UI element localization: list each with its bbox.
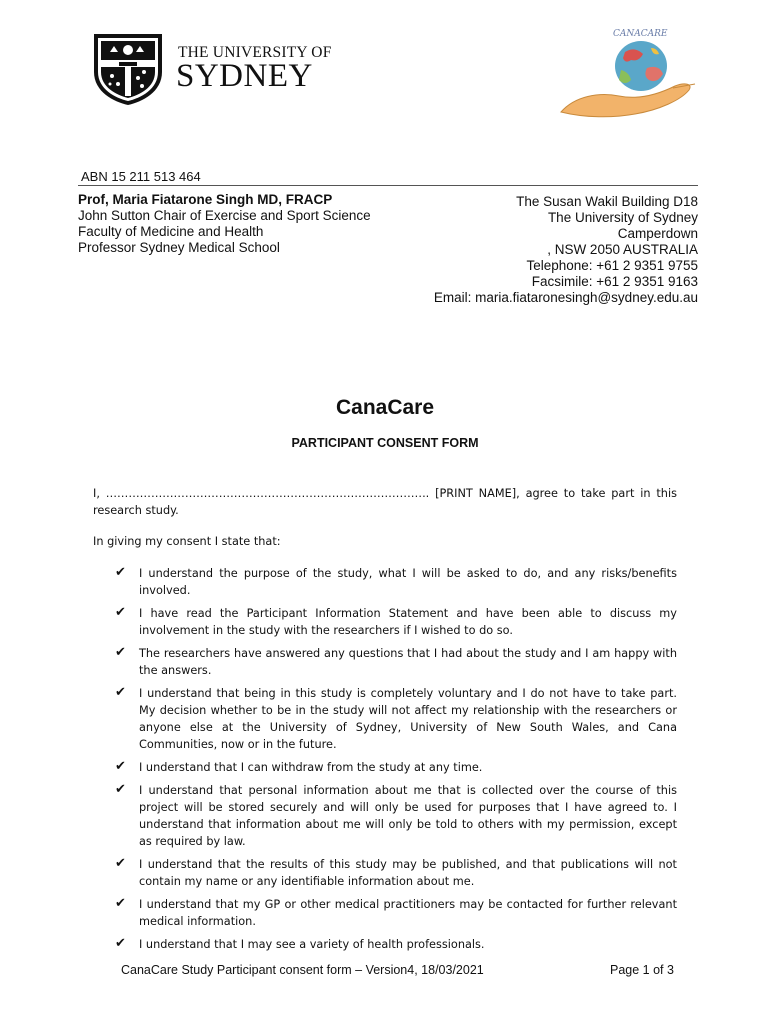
author-name: Prof, Maria Fiatarone Singh MD, FRACP — [78, 192, 333, 207]
address-line: , NSW 2050 AUSTRALIA — [547, 242, 698, 257]
university-name-line2: SYDNEY — [176, 58, 313, 94]
list-item-text: I understand the purpose of the study, what I will be asked to do, and any risks/benefits involved. — [139, 567, 677, 597]
facsimile-line: Facsimile: +61 2 9351 9163 — [531, 274, 698, 289]
checkmark-icon: ✔ — [115, 896, 126, 911]
list-item — [93, 685, 677, 753]
canacare-logo-text: CANACARE — [613, 29, 668, 39]
list-item-text: I understand that the results of this study may be published, and that publications will not contain my name or any identifiable information about me. — [139, 858, 677, 888]
list-item-text: The researchers have answered any questions that I had about the study and I am happy with the answers. — [139, 647, 677, 677]
consent-statement-lead: In giving my consent I state that: — [93, 535, 281, 548]
checkmark-icon: ✔ — [115, 605, 126, 620]
checkmark-icon: ✔ — [115, 759, 126, 774]
list-item-text: I understand that I may see a variety of health professionals. — [139, 938, 485, 951]
address-line: The Susan Wakil Building D18 — [516, 194, 698, 209]
checkmark-icon: ✔ — [115, 685, 126, 700]
list-item — [93, 565, 677, 599]
canacare-logo — [555, 28, 720, 120]
list-item — [93, 936, 677, 953]
list-item — [93, 856, 677, 890]
list-item-text: I have read the Participant Information Statement and have been able to discuss my involvement in the study with the researchers if I wished to do so. — [139, 607, 677, 637]
document-title: CanaCare — [335, 396, 435, 419]
checkmark-icon: ✔ — [115, 856, 126, 871]
document-subtitle: PARTICIPANT CONSENT FORM — [291, 436, 479, 450]
address-line: Camperdown — [617, 226, 698, 241]
hand-holding-globe-icon — [555, 38, 720, 120]
address-line: The University of Sydney — [547, 210, 698, 225]
list-item — [93, 896, 677, 930]
consent-intro: I, ………………………………………………………………………….. [PRINT NAME], agree to take part in this research study. — [93, 487, 677, 517]
author-title-line: John Sutton Chair of Exercise and Sport Science — [78, 208, 371, 223]
checkmark-icon: ✔ — [115, 936, 126, 951]
list-item — [93, 645, 677, 679]
abn-number: ABN 15 211 513 464 — [81, 169, 201, 184]
list-item — [93, 605, 677, 639]
university-of-sydney-logo — [92, 32, 332, 108]
list-item-text: I understand that personal information about me that is collected over the course of this project will be stored securely and will only be used for purposes that I have agreed to. I understand that information about me will only be told to others with my permission, except as required by law. — [139, 784, 677, 848]
checkmark-icon: ✔ — [115, 645, 126, 660]
list-item — [93, 782, 677, 850]
university-crest-icon — [92, 32, 164, 106]
author-title-line: Faculty of Medicine and Health — [78, 224, 264, 239]
page-number: Page 1 of 3 — [610, 963, 674, 977]
author-block — [78, 192, 371, 256]
author-title-line: Professor Sydney Medical School — [78, 240, 280, 255]
list-item — [93, 759, 677, 776]
list-item-text: I understand that I can withdraw from the study at any time. — [139, 761, 483, 774]
list-item-text: I understand that my GP or other medical practitioners may be contacted for further relevant medical information. — [139, 898, 677, 928]
list-item-text: I understand that being in this study is completely voluntary and I do not have to take part. My decision whether to be in the study will not affect my relationship with the researchers or anyone else at the University of Sydney, University of New South Wales, and Cana Communities, now or in the future. — [139, 687, 677, 751]
telephone-line: Telephone: +61 2 9351 9755 — [526, 258, 698, 273]
email-line: Email: maria.fiataronesingh@sydney.edu.au — [433, 290, 698, 305]
checkmark-icon: ✔ — [115, 782, 126, 797]
checkmark-icon: ✔ — [115, 565, 126, 580]
university-name-line1: THE UNIVERSITY OF — [178, 44, 332, 61]
address-block — [400, 194, 698, 306]
footer-version: CanaCare Study Participant consent form – Version4, 18/03/2021 — [121, 963, 484, 977]
consent-items-list — [93, 565, 677, 953]
header-divider — [78, 185, 698, 186]
